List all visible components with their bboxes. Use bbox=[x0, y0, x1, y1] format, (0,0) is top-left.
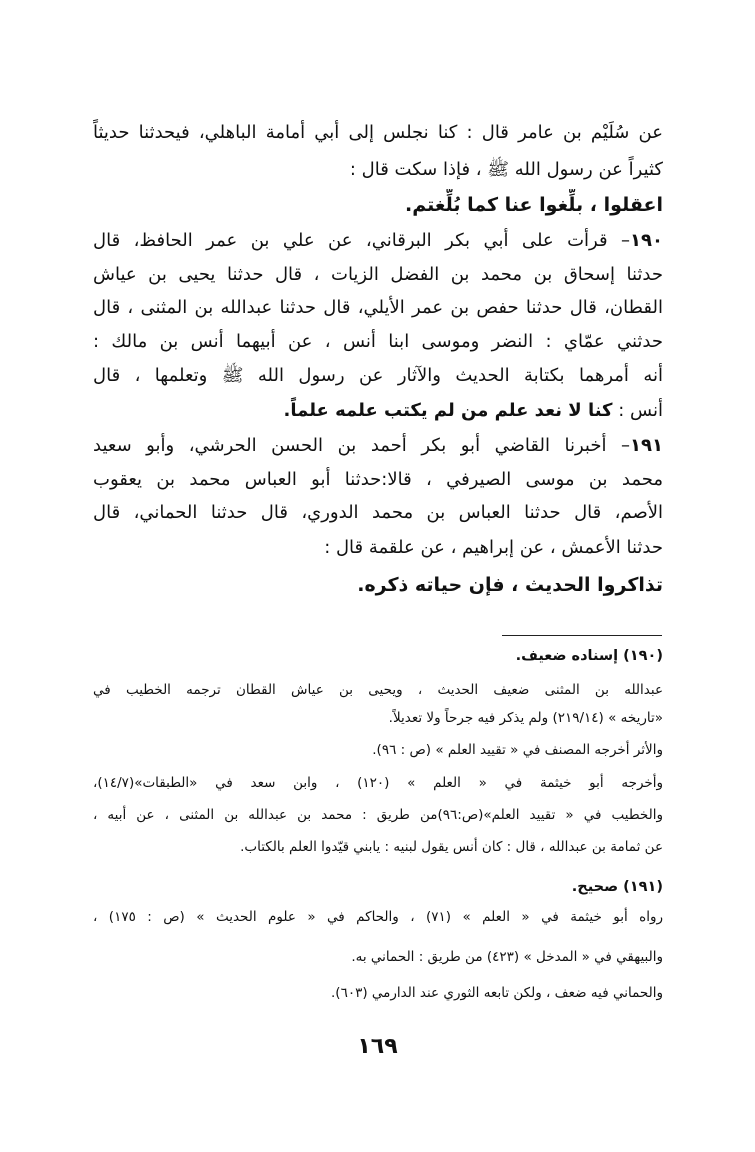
footnote-line: رواه أبو خيثمة في « العلم » (٧١) ، والحاكم في « علوم الحديث » (ص : ١٧٥) ، bbox=[93, 909, 663, 925]
body-line: الأصم، قال حدثنا العباس بن محمد الدوري، قال حدثنا الحماني، قال bbox=[93, 502, 663, 523]
footnote-heading: (١٩١) صحيح. bbox=[571, 879, 663, 895]
page-number: ١٦٩ bbox=[357, 1034, 398, 1059]
footnote-line: عن ثمامة بن عبدالله ، قال : كان أنس يقول لبنيه : يابني قيّدوا العلم بالكتاب. bbox=[240, 839, 663, 855]
hadith-number: ١٩٠ bbox=[630, 230, 663, 251]
hadith-190-start bbox=[93, 226, 663, 256]
quoted-saying: تذاكروا الحديث ، فإن حياته ذكره. bbox=[357, 574, 663, 596]
quoted-saying: اعقلوا ، بلِّغوا عنا كما بُلِّغتم. bbox=[405, 194, 663, 216]
footnote-line: وأخرجه أبو خيثمة في « العلم » (١٢٠) ، وابن سعد في «الطبقات»(١٤/٧)، bbox=[93, 775, 663, 791]
body-line: كثيراً عن رسول الله ﷺ ، فإذا سكت قال : bbox=[349, 159, 663, 180]
footnote-heading: (١٩٠) إسناده ضعيف. bbox=[515, 648, 663, 664]
hadith-number: ١٩١ bbox=[630, 435, 663, 456]
hadith-191-start bbox=[93, 431, 663, 461]
body-line: محمد بن موسى الصيرفي ، قالا:حدثنا أبو العباس محمد بن يعقوب bbox=[93, 469, 663, 490]
body-line: حدثنا الأعمش ، عن إبراهيم ، عن علقمة قال : bbox=[324, 537, 663, 558]
body-line: حدثنا إسحاق بن محمد بن الفضل الزيات ، قال حدثنا يحيى بن عياش bbox=[93, 264, 663, 285]
footnote-line: عبدالله بن المثنى ضعيف الحديث ، ويحيى بن عياش القطان ترجمه الخطيب في bbox=[93, 682, 663, 698]
body-line: عن سُلَيْم بن عامر قال : كنا نجلس إلى أبي أمامة الباهلي، فيحدثنا حديثاً bbox=[93, 122, 663, 143]
body-line: أنه أمرهما بكتابة الحديث والآثار عن رسول الله ﷺ وتعلمها ، قال bbox=[93, 365, 663, 386]
body-line bbox=[93, 396, 663, 426]
footnote-line: والحماني فيه ضعف ، ولكن تابعه الثوري عند الدارمي (٦٠٣). bbox=[331, 985, 663, 1001]
footnote-line: والخطيب في « تقييد العلم»(ص:٩٦)من طريق : محمد بن عبدالله بن المثنى ، عن أبيه ، bbox=[93, 807, 663, 823]
body-line: حدثني عمّاي : النضر وموسى ابنا أنس ، عن أبيهما أنس بن مالك : bbox=[93, 331, 663, 352]
footnote-line: «تاريخه » (٢١٩/١٤) ولم يذكر فيه جرحاً ولا تعديلاً. bbox=[388, 710, 663, 726]
footnote-line: والبيهقي في « المدخل » (٤٢٣) من طريق : الحماني به. bbox=[351, 949, 663, 965]
body-text: أنس : bbox=[618, 400, 663, 421]
body-text: – قرأت على أبي بكر البرقاني، عن علي بن عمر الحافظ، قال bbox=[93, 230, 631, 251]
footnote-divider bbox=[502, 635, 662, 636]
body-line: القطان، قال حدثنا حفص بن عمر الأيلي، قال حدثنا عبدالله بن المثنى ، قال bbox=[93, 297, 663, 318]
quoted-saying: كنا لا نعد علم من لم يكتب علمه علماً. bbox=[283, 400, 613, 421]
body-text: – أخبرنا القاضي أبو بكر أحمد بن الحسن الحرشي، وأبو سعيد bbox=[93, 435, 631, 456]
footnote-line: والأثر أخرجه المصنف في « تقييد العلم » (ص : ٩٦). bbox=[372, 742, 663, 758]
